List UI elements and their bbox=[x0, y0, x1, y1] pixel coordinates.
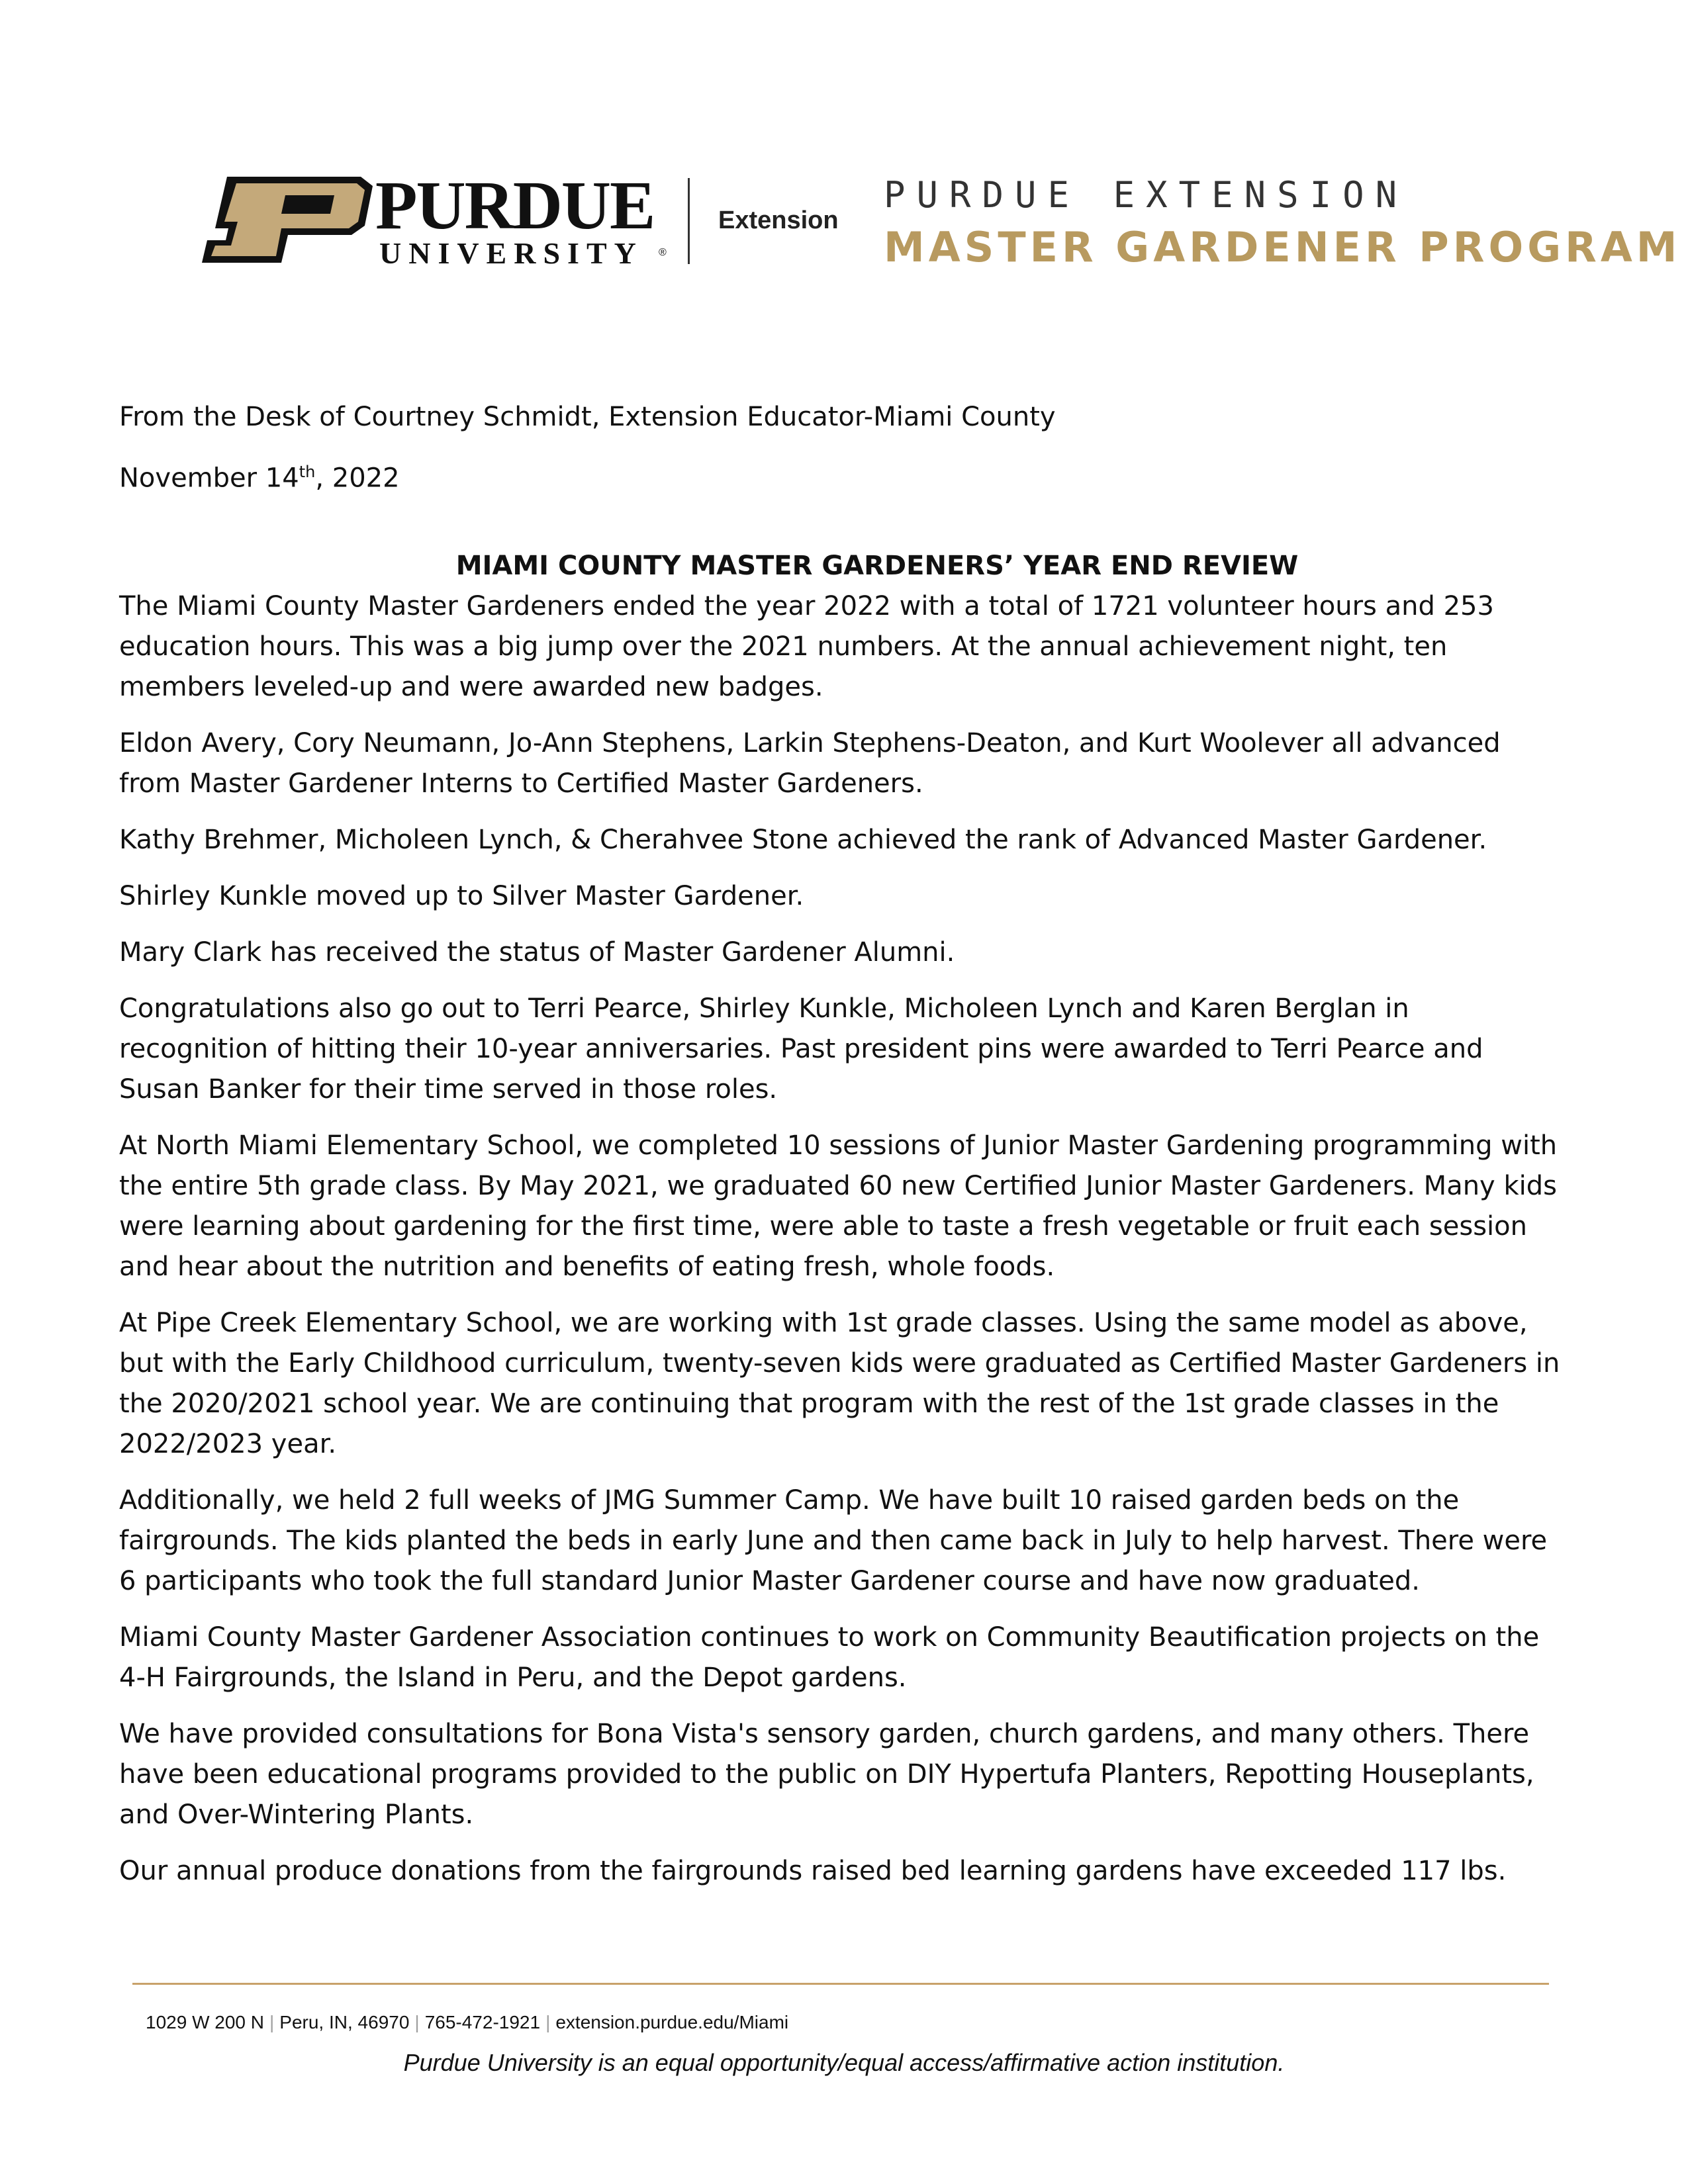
city-state-zip: Peru, IN, 46970 bbox=[279, 2012, 410, 2032]
paragraph-certified: Eldon Avery, Cory Neumann, Jo-Ann Stephens, Larkin Stephens-Deaton, and Kurt Woolever all advanced from Master Gardener Interns to Certified Master Gardeners. bbox=[119, 728, 1501, 799]
from-line: From the Desk of Courtney Schmidt, Extension Educator-Miami County bbox=[119, 402, 1056, 432]
letter-body bbox=[119, 397, 1562, 1907]
paragraph-consultations: We have provided consultations for Bona Vista's sensory garden, church gardens, and many others. There have been educational programs provided to the public on DIY Hypertufa Planters, Repotting Houseplants, and Over-Wintering Plants. bbox=[119, 1719, 1534, 1831]
paragraph-alumni: Mary Clark has received the status of Master Gardener Alumni. bbox=[119, 937, 955, 968]
purdue-p-logo-icon bbox=[202, 177, 374, 263]
separator: | bbox=[545, 2012, 551, 2032]
date-month-day: November 14 bbox=[119, 463, 299, 494]
footer-rule bbox=[132, 1983, 1549, 1985]
document-title: MIAMI COUNTY MASTER GARDENERS’ YEAR END REVIEW bbox=[455, 551, 1299, 582]
university-wordmark: UNIVERSITY bbox=[379, 236, 643, 270]
street-address: 1029 W 200 N bbox=[146, 2012, 264, 2032]
extension-label: Extension bbox=[718, 206, 839, 234]
equal-opportunity-statement: Purdue University is an equal opportunity/equal access/affirmative action institution. bbox=[403, 2049, 1285, 2076]
paragraph-hours: The Miami County Master Gardeners ended the year 2022 with a total of 1721 volunteer hours and 253 education hours. This was a big jump over the 2021 numbers. At the annual achievement night, ten members leveled-up and were awarded new badges. bbox=[119, 591, 1494, 703]
program-name-line1: PURDUE EXTENSION bbox=[884, 174, 1409, 216]
date-year: , 2022 bbox=[315, 463, 400, 494]
paragraph-donations: Our annual produce donations from the fairgrounds raised bed learning gardens have exceeded 117 lbs. bbox=[119, 1856, 1507, 1887]
paragraph-pipe-creek: At Pipe Creek Elementary School, we are working with 1st grade classes. Using the same model as above, but with the Early Childhood curriculum, twenty-seven kids were graduated as Certified Master Gardeners in the 2020/2021 school year. We are continuing that program with the rest of the 1st grade classes in the 2022/2023 year. bbox=[119, 1308, 1560, 1460]
paragraph-beautification: Miami County Master Gardener Association continues to work on Community Beautification projects on the 4-H Fairgrounds, the Island in Peru, and the Depot gardens. bbox=[119, 1622, 1540, 1694]
letter-date bbox=[119, 452, 1562, 498]
paragraph-summer-camp: Additionally, we held 2 full weeks of JMG Summer Camp. We have built 10 raised garden beds on the fairgrounds. The kids planted the beds in early June and then came back in July to help harvest. There were 6 participants who took the full standard Junior Master Gardener course and have now graduated. bbox=[119, 1485, 1548, 1597]
header-divider bbox=[688, 178, 690, 264]
paragraph-advanced: Kathy Brehmer, Micholeen Lynch, & Cherahvee Stone achieved the rank of Advanced Master Gardener. bbox=[119, 825, 1487, 856]
purdue-wordmark: PURDUE bbox=[375, 167, 655, 244]
phone-number: 765-472-1921 bbox=[424, 2012, 541, 2032]
program-name-line2: MASTER GARDENER PROGRAM bbox=[884, 223, 1681, 271]
paragraph-silver: Shirley Kunkle moved up to Silver Master Gardener. bbox=[119, 881, 804, 912]
paragraph-anniversaries: Congratulations also go out to Terri Pearce, Shirley Kunkle, Micholeen Lynch and Karen Berglan in recognition of hitting their 10-year anniversaries. Past president pins were awarded to Terri Pearce and Susan Banker for their time served in those roles. bbox=[119, 993, 1483, 1105]
paragraph-north-miami: At North Miami Elementary School, we completed 10 sessions of Junior Master Gardening programming with the entire 5th grade class. By May 2021, we graduated 60 new Certified Junior Master Gardeners. Many kids were learning about gardening for the first time, were able to taste a fresh vegetable or fruit each session and hear about the nutrition and benefits of eating fresh, whole foods. bbox=[119, 1130, 1558, 1283]
separator: | bbox=[269, 2012, 275, 2032]
date-suffix: th bbox=[299, 463, 316, 481]
separator: | bbox=[414, 2012, 420, 2032]
letterhead bbox=[202, 167, 1681, 275]
website-link[interactable]: extension.purdue.edu/Miami bbox=[555, 2012, 789, 2032]
registered-mark-icon: ® bbox=[659, 247, 667, 258]
footer-address bbox=[146, 2012, 788, 2033]
